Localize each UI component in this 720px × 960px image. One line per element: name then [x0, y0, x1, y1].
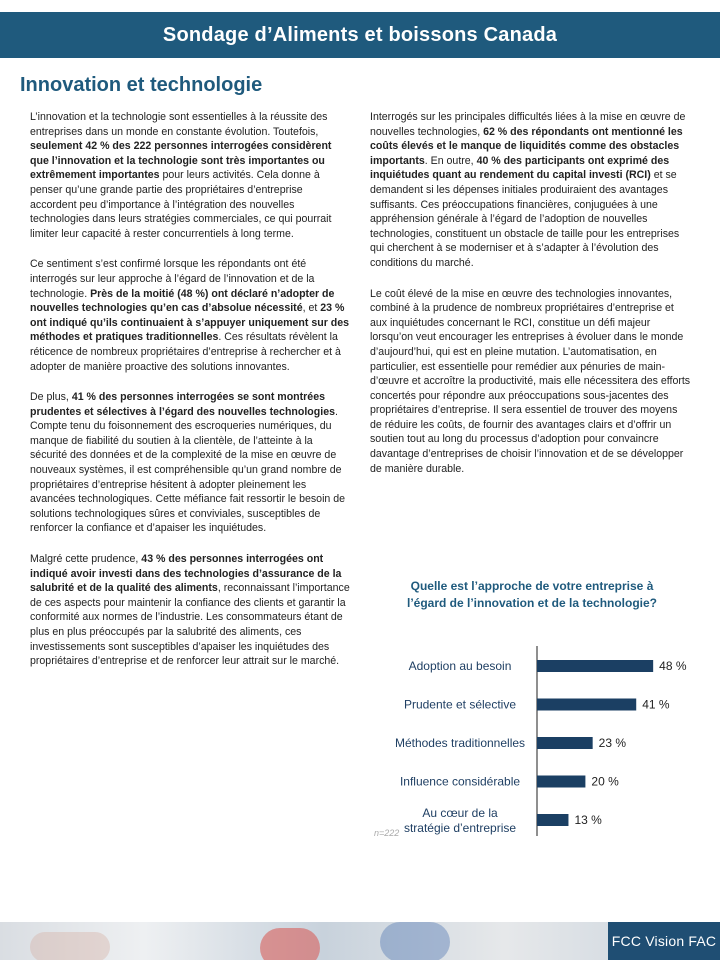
bold-text-run: 40 % des participants ont exprimé des inquiétudes quant au rendement du capital investi (RCI)	[370, 154, 670, 182]
chart-category-label: Prudente et sélective	[403, 697, 517, 712]
text-run: pour leurs activités. Cela donne à penser qu’une grande partie des propriétaires d’entreprise accordent peu d’importance à l’intégration des nouvelles technologies dans leurs stratégies commerciales, ce qui pourrait limiter leur capacité à rester concurrentiels à long terme.	[30, 169, 332, 240]
left-column	[30, 110, 350, 685]
chart-value-label: 41 %	[642, 697, 670, 712]
chart-category-label: Méthodes traditionnelles	[394, 736, 526, 750]
right-paragraph-2	[370, 287, 692, 477]
bold-text-run: 62 % des répondants ont mentionné les coûts élevés et le manque de liquidités comme des obstacles importants	[370, 125, 683, 167]
chart-bar	[537, 737, 593, 749]
chart-value-label: 48 %	[659, 659, 687, 673]
chart-bar	[537, 776, 585, 788]
left-paragraph-2	[30, 257, 350, 374]
text-run: . Compte tenu du foisonnement des escroqueries numériques, du manque de fiabilité du soutien à la clientèle, de l’atteinte à la sécurité des données et de la complexité de la mise en œuvre de nouveaux systèmes, il est compréhensible qu’un grand nombre de propriétaires d’entreprise hésitent à adopter pleinement les avancées technologiques. Cette méfiance fait ressortir le besoin de solutions technologiques sûres et conviviales, susceptibles de renforcer la confiance et d’apaiser les inquiétudes.	[30, 405, 346, 535]
fcc-logo-text: FCC Vision FAC	[611, 933, 717, 949]
header-title: Sondage d’Aliments et boissons Canada	[162, 23, 558, 46]
chart-value-label: 13 %	[574, 813, 602, 827]
left-paragraph-1	[30, 110, 350, 241]
sample-size-note: n=222	[374, 828, 400, 838]
bold-text-run: 43 % des personnes interrogées ont indiqué avoir investi dans des technologies d’assurance de la salubrité et de la qualité des aliments	[30, 553, 342, 595]
text-run: . Ces résultats révèlent la réticence de nombreux propriétaires d’entreprise à rechercher et à adopter de manière proactive des solutions innovantes.	[30, 331, 341, 373]
footer-photo-shape	[380, 922, 450, 960]
bold-text-run: 41 % des personnes interrogées se sont montrées prudentes et sélectives à l’égard des nouvelles technologies	[30, 391, 335, 418]
text-run: De plus,	[30, 391, 72, 404]
chart-value-label: 20 %	[591, 774, 619, 789]
text-run: Le coût élevé de la mise en œuvre des technologies innovantes, combiné à la prudence de nombreux propriétaires d’entreprise et aux inquiétudes concernant le RCI, constitue un défi majeur lorsqu’on veut encourager les entreprises à évoluer dans le monde d’aujourd’hui, qui est en pleine mutation. L’automatisation, en particulier, est essentielle pour remédier aux pénuries de main-d’œuvre et accroître la productivité, mais elle nécessitera des efforts concertés pour répondre aux préoccupations sous-jacentes des propriétaires d’entreprise. Il sera essentiel de trouver des moyens de réduire les coûts, de fournir des avantages clairs et d’offrir un soutien tout au long du processus d’adoption pour convaincre davantage d’entreprises de choisir l’innovation et de se développer de manière durable.	[370, 287, 691, 475]
bold-text-run: 23 % ont indiqué qu’ils continuaient à s’appuyer uniquement sur des méthodes et pratiques traditionnelles	[30, 302, 350, 344]
text-run: et se demandent si les dépenses initiales produiraient des avantages suffisants. Ces préoccupations financières, conjuguées à une appréhension générale à l’égard de l’adoption de nouvelles technologies, constituent un obstacle de taille pour les entreprises qui cherchent à se moderniser et à s’adapter à l’évolution des conditions du marché.	[370, 169, 680, 269]
text-run: . En outre,	[424, 154, 477, 167]
bar-chart	[360, 640, 700, 840]
chart-value-label: 23 %	[598, 736, 627, 750]
bold-text-run: Près de la moitié (48 %) ont déclaré n’adopter de nouvelles technologies qu’en cas d’absolue nécessité	[30, 287, 335, 315]
text-run: L’innovation et la technologie sont essentielles à la réussite des entreprises dans un monde en constante évolution. Toutefois,	[30, 111, 328, 138]
fcc-logo	[608, 922, 720, 960]
chart-title: Quelle est l’approche de votre entreprise à l’égard de l’innovation et de la technologie?	[406, 579, 658, 610]
chart-category-label: Influence considérable	[399, 774, 521, 789]
chart-bar	[537, 814, 568, 826]
text-run: Interrogés sur les principales difficultés liées à la mise en œuvre de nouvelles technologies,	[370, 111, 686, 138]
footer-photo-shape	[30, 932, 110, 960]
text-run: Ce sentiment s’est confirmé lorsque les répondants ont été interrogés sur leur approche à l’égard de l’innovation et de la technologie.	[30, 258, 315, 300]
chart-category-label-line: Au cœur de la	[422, 806, 498, 820]
chart-bar	[537, 699, 636, 711]
text-run: , reconnaissant l’importance de ces aspects pour maintenir la confiance des clients et garantir la conformité aux normes de l’industrie. Les consommateurs étant de plus en plus préoccupés par la salubrité des aliments, ces investissements sont susceptibles d’apaiser les inquiétudes des propriétaires d’entreprise et de renforcer leur attrait sur le marché.	[30, 582, 350, 668]
text-run: , et	[302, 302, 321, 315]
header-banner	[0, 12, 720, 58]
chart-category-label: Adoption au besoin	[408, 659, 512, 673]
chart-category-label	[404, 806, 516, 835]
bold-text-run: seulement 42 % des 222 personnes interrogées considèrent que l’innovation et la technologie sont très importantes ou extrêmement importantes	[30, 140, 332, 182]
chart-bar	[537, 660, 653, 672]
section-title: Innovation et technologie	[20, 74, 263, 96]
chart-category-label-line: stratégie d’entreprise	[403, 821, 517, 835]
text-run: Malgré cette prudence,	[30, 553, 142, 566]
left-paragraph-3	[30, 390, 350, 536]
left-paragraph-4	[30, 552, 350, 669]
right-paragraph-1	[370, 110, 692, 271]
footer-photo-shape	[260, 928, 320, 960]
right-column	[370, 110, 692, 492]
